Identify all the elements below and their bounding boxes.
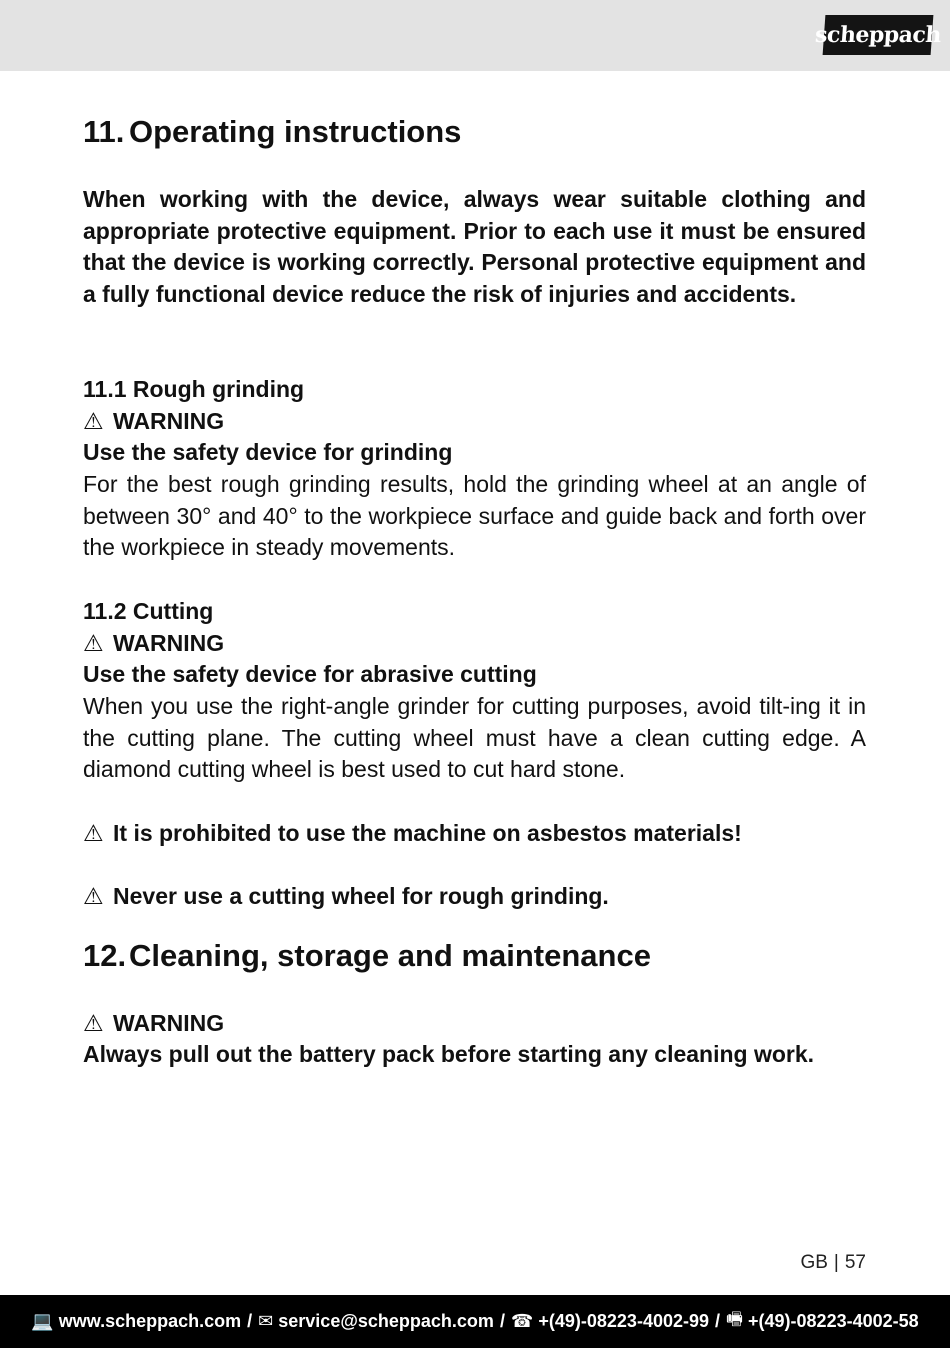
section-12-title: Cleaning, storage and maintenance	[129, 938, 651, 973]
subsection-11-2-title: 11.2 Cutting	[83, 598, 214, 624]
fax-icon: 🖷	[726, 1308, 744, 1329]
section-12-heading	[83, 938, 651, 974]
section-12-number: 12.	[83, 938, 127, 973]
footer-bar	[0, 1295, 950, 1348]
subsection-11-2-warning	[83, 628, 224, 660]
cutting-wheel-notice-text: Never use a cutting wheel for rough grinding.	[113, 883, 609, 909]
subsection-11-2-instruction: Use the safety device for abrasive cutting	[83, 661, 537, 687]
header-band	[0, 0, 950, 71]
section-12-warning	[83, 1008, 224, 1040]
footer-fax: +(49)-08223-4002-58	[748, 1311, 919, 1331]
asbestos-notice	[83, 818, 742, 850]
warning-label: WARNING	[113, 408, 225, 434]
brand-logo: scheppach	[823, 15, 934, 55]
section-11-number: 11.	[83, 114, 125, 149]
warning-triangle-icon: ⚠	[83, 820, 104, 846]
section-11-intro: When working with the device, always wear suitable clothing and appropriate protective equipment. Prior to each use it must be ensured that the device is working correctly. Personal protective equipment and a fully functional device reduce the risk of injuries and accidents.	[83, 186, 866, 308]
subsection-11-1-title: 11.1 Rough grinding	[83, 376, 305, 402]
section-11-title: Operating instructions	[129, 114, 462, 149]
separator: /	[499, 1311, 505, 1331]
computer-icon: 💻	[31, 1311, 54, 1331]
phone-icon: ☎	[510, 1311, 534, 1331]
warning-label: WARNING	[113, 1010, 225, 1036]
cutting-wheel-notice	[83, 881, 609, 913]
language-code: GB	[800, 1252, 828, 1273]
subsection-11-2-text: When you use the right-angle grinder for cutting purposes, avoid tilt-ing it in the cutting plane. The cutting wheel must have a clean cutting edge. A diamond cutting wheel is best used to cut hard stone.	[83, 693, 866, 783]
warning-triangle-icon: ⚠	[83, 883, 104, 909]
asbestos-notice-text: It is prohibited to use the machine on asbestos materials!	[113, 820, 742, 846]
subsection-11-1-text: For the best rough grinding results, hold the grinding wheel at an angle of between 30° and 40° to the workpiece surface and guide back and forth over the workpiece in steady movements.	[83, 471, 866, 561]
footer-email[interactable]: service@scheppach.com	[278, 1311, 494, 1331]
mail-icon: ✉	[258, 1311, 274, 1331]
warning-label: WARNING	[113, 630, 225, 656]
warning-triangle-icon: ⚠	[83, 630, 104, 656]
separator: /	[247, 1311, 253, 1331]
subsection-11-1-warning	[83, 406, 224, 438]
warning-triangle-icon: ⚠	[83, 408, 104, 434]
subsection-11-1-instruction: Use the safety device for grinding	[83, 439, 453, 465]
section-11-heading	[83, 114, 461, 150]
page-number-value: 57	[844, 1252, 866, 1273]
footer-phone: +(49)-08223-4002-99	[538, 1311, 709, 1331]
warning-triangle-icon: ⚠	[83, 1010, 104, 1036]
separator: /	[715, 1311, 721, 1331]
separator: |	[833, 1252, 839, 1273]
footer-website[interactable]: www.scheppach.com	[58, 1311, 242, 1331]
section-12-instruction: Always pull out the battery pack before starting any cleaning work.	[83, 1041, 815, 1067]
page-number	[800, 1252, 866, 1274]
